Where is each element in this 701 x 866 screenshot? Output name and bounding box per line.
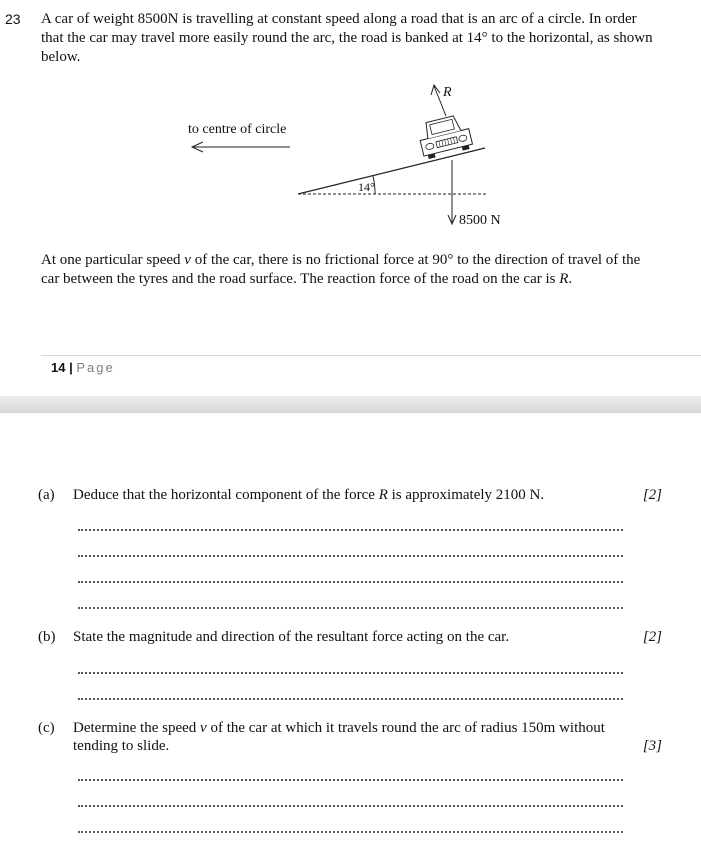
intro-rest: is travelling at constant speed along a road that is an arc of a circle. In order that the car may travel more easily round the arc, the road is banked at 14° to the horizontal, as shown below. [41, 11, 653, 65]
page-number: 14 [51, 360, 66, 375]
part-b-label: (b) [38, 629, 56, 645]
cond-v: v [184, 252, 191, 268]
part-a-marks: [2] [642, 487, 662, 503]
footer-rule [41, 355, 701, 356]
part-a-text [73, 486, 623, 504]
intro-prefix: A car of weight 8500 [41, 11, 168, 27]
cond-end: . [568, 271, 573, 287]
part-c [38, 719, 668, 759]
footer-separator: | [65, 360, 77, 375]
answer-line[interactable] [78, 831, 623, 833]
part-c-text [73, 719, 623, 755]
page-footer [51, 360, 115, 375]
banked-road-diagram [0, 0, 701, 240]
part-c-text-b: of the car at which it travels round the arc of radius 150m without tending to slide. [73, 720, 605, 754]
answer-line[interactable] [78, 529, 623, 531]
question-number: 23 [5, 11, 21, 27]
part-b [38, 628, 668, 648]
answer-line[interactable] [78, 555, 623, 557]
reaction-label: R [443, 85, 452, 100]
question-condition [41, 251, 661, 289]
part-a-label: (a) [38, 487, 55, 503]
part-b-marks: [2] [642, 629, 662, 645]
part-c-marks: [3] [642, 738, 662, 754]
part-a-text-a: Deduce that the horizontal component of the force [73, 487, 379, 503]
part-c-text-a: Determine the speed [73, 720, 201, 736]
part-c-v: v [200, 720, 207, 736]
part-a [38, 486, 668, 506]
weight-label: 8500 N [459, 213, 501, 228]
part-a-text-b: is approximately 2100 N. [387, 487, 545, 503]
answer-line[interactable] [78, 607, 623, 609]
answer-line[interactable] [78, 581, 623, 583]
part-b-text: State the magnitude and direction of the resultant force acting on the car. [73, 629, 510, 645]
cond-text-a: At one particular speed [41, 252, 185, 268]
intro-unit: N [167, 11, 179, 27]
road-incline [298, 148, 485, 194]
part-c-label: (c) [38, 720, 55, 736]
answer-line[interactable] [78, 672, 623, 674]
page-word: Page [76, 360, 115, 375]
cond-r: R [559, 271, 569, 287]
page-gap [0, 396, 701, 413]
part-a-r: R [378, 487, 388, 503]
answer-line[interactable] [78, 779, 623, 781]
answer-line[interactable] [78, 805, 623, 807]
centre-label: to centre of circle [188, 122, 287, 137]
cond-text-b: of the car, there is no frictional force at 90° to the direction of travel of the car between the tyres and the road surface. The reaction force of the road on the car is [41, 252, 641, 287]
answer-line[interactable] [78, 698, 623, 700]
angle-label: 14° [358, 180, 375, 194]
